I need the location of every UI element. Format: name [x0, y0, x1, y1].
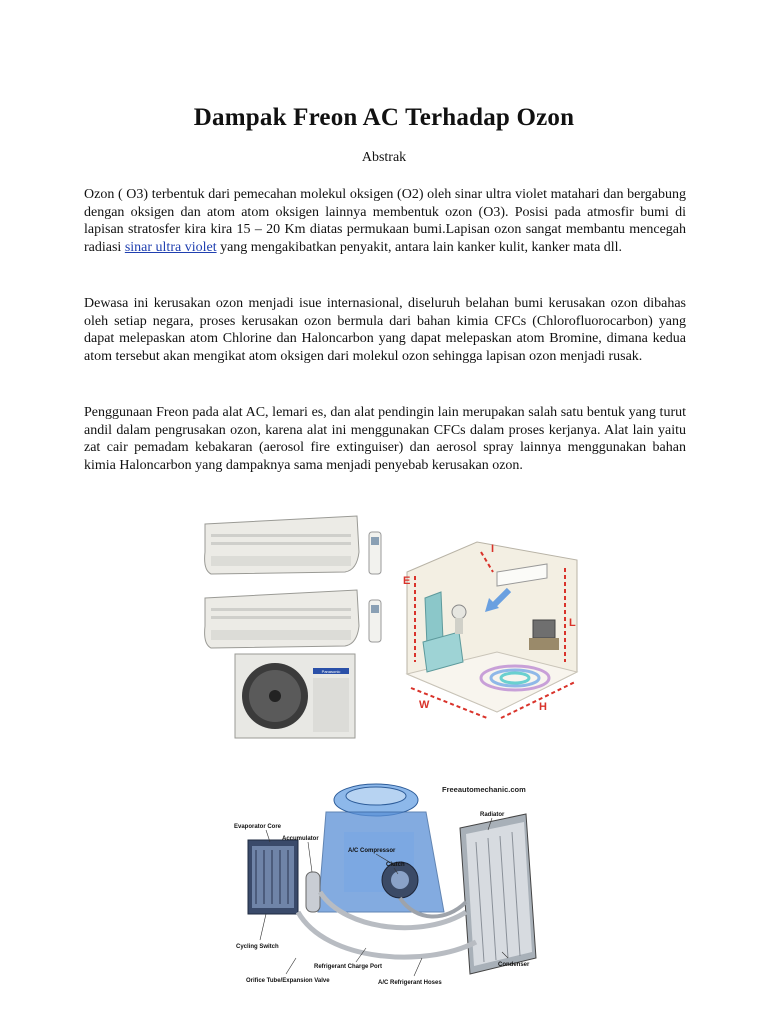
uv-rays-link[interactable]: sinar ultra violet [124, 239, 217, 255]
condenser [460, 814, 536, 974]
dimension-label-i: I [491, 543, 495, 555]
abstract-heading: Abstrak [361, 150, 407, 165]
car-ac-system-figure [226, 762, 544, 990]
remote-control-1 [369, 532, 381, 574]
remote-control-2 [369, 600, 381, 642]
outdoor-unit-brand: Panasonic [321, 669, 341, 674]
ac-units-figure [197, 512, 581, 752]
paragraph-2: Dewasa ini kerusakan ozon menjadi isue internasional, diseluruh belahan bumi kerusakan ozon dibahas oleh setiap negara, proses kerusakan ozon bermula dari bahan kimia CFCs (Chlorofluorocarbon) yang dapat melepaskan atom Chlorine dan Haloncarbon yang dapat melepaskan atom Bromine, dimana kedua atom tersebut akan mengikat atom oksigen dari molekul ozon sehingga lapisan ozon menjadi rusak. [84, 296, 686, 364]
outdoor-unit [235, 654, 355, 738]
watermark-text: Freeautomechanic.com [442, 785, 526, 794]
evaporator-core [248, 840, 298, 914]
label-clutch: Clutch [386, 862, 405, 868]
paragraph-1-text-a: Ozon ( O3) terbentuk dari pemecahan molekul oksigen (O2) oleh sinar ultra violet matahari dan bergabung dengan oksigen dan atom atom oksigen lainnya membentuk ozon (O3). Posisi pada atmosfir bumi di lapisan stratosfer kira kira 15 – 20 Km diatas permukaan bumi.Lapisan ozon sangat membantu mencegah radiasi [84, 187, 686, 255]
label-accumulator: Accumulator [282, 836, 319, 842]
label-charge-port: Refrigerant Charge Port [314, 964, 383, 970]
label-cycling-switch: Cycling Switch [236, 944, 279, 950]
paragraph-3: Penggunaan Freon pada alat AC, lemari es, dan alat pendingin lain merupakan salah satu bentuk yang turut andil dalam pengrusakan ozon, karena alat ini menggunakan CFCs dalam proses kerjanya. Alat lain yaitu zat cair pemadam kebakaran (aerosol fire extinguiser) dan aerosol spray lainnya menggunakan bahan kimia Haloncarbon yang dampaknya sama menjadi penyebab kerusakan ozon. [84, 405, 686, 473]
page-title: Dampak Freon AC Terhadap Ozon [193, 104, 575, 131]
label-compressor: A/C Compressor [348, 848, 396, 854]
indoor-unit-bottom [205, 590, 359, 648]
dimension-label-e: E [403, 575, 411, 587]
dimension-label-h: H [539, 701, 547, 713]
paragraph-1 [84, 186, 686, 256]
dimension-label-w: W [419, 699, 430, 711]
label-evaporator-core: Evaporator Core [234, 824, 282, 830]
label-radiator: Radiator [480, 812, 505, 818]
label-condenser: Condenser [498, 962, 530, 968]
label-orifice-tube: Orifice Tube/Expansion Valve [246, 978, 330, 984]
paragraph-1-text-b: yang mengakibatkan penyakit, antara lain kanker kulit, kanker mata dll. [216, 239, 623, 255]
label-refrigerant-hoses: A/C Refrigerant Hoses [378, 980, 442, 986]
indoor-unit-top [205, 516, 359, 574]
dimension-label-l: L [569, 617, 576, 629]
accumulator [306, 872, 320, 912]
